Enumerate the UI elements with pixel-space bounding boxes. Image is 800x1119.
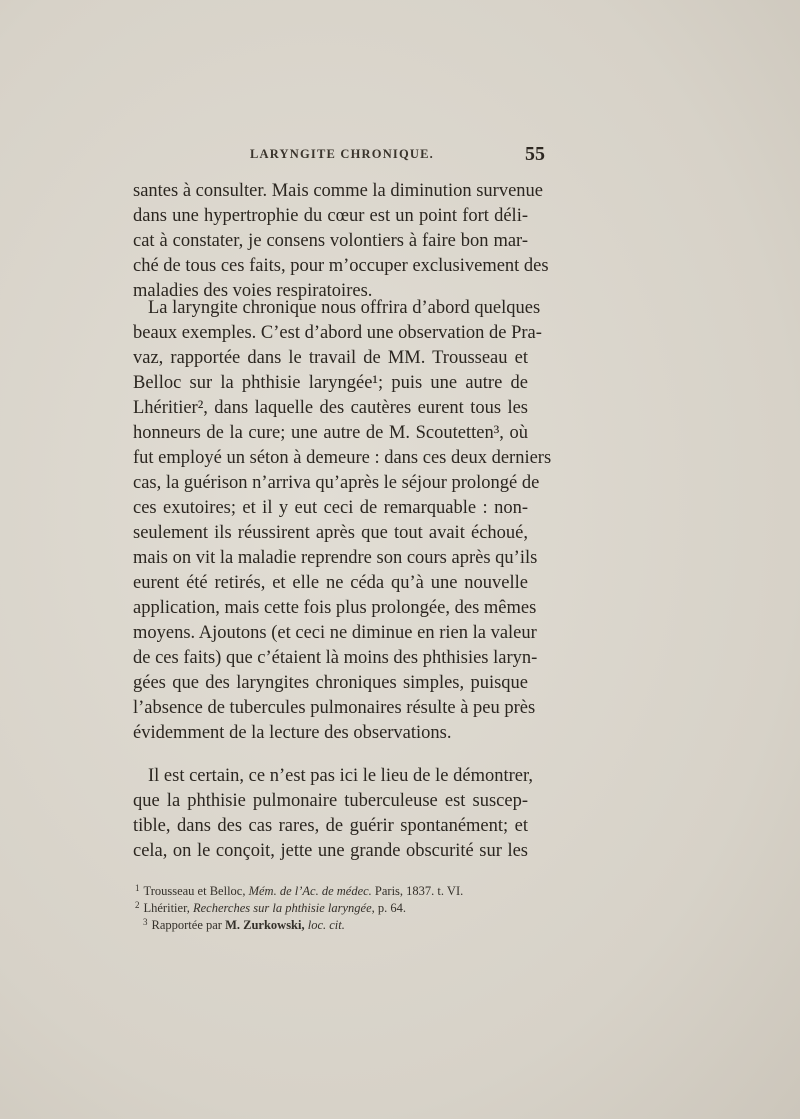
page-number: 55 xyxy=(525,143,545,165)
text-line: moyens. Ajoutons (et ceci ne diminue en rien la valeur xyxy=(133,623,537,643)
text-line: eurent été retirés, et elle ne céda qu’à une nouvelle xyxy=(133,573,528,593)
text-line: gées que des laryngites chroniques simples, puisque xyxy=(133,673,528,693)
footnote-marker: 1 xyxy=(135,883,140,893)
page-header xyxy=(250,143,545,169)
text-line: cela, on le conçoit, jette une grande obscurité sur les xyxy=(133,841,528,861)
paragraph-start: La laryngite chronique nous offrira d’abord quelques xyxy=(148,298,541,318)
footnote-1: $^1$ Trousseau et Belloc, Mém. de l’Ac. de médec. Paris, 1837. t. VI. xyxy=(135,883,464,898)
text-line: l’absence de tubercules pulmonaires résulte à peu près xyxy=(133,698,536,718)
text-line: ces exutoires; et il y eut ceci de remarquable : non- xyxy=(133,498,528,518)
text-line: mais on vit la maladie reprendre son cours après qu’ils xyxy=(133,548,538,568)
text-line: fut employé un séton à demeure : dans ces deux derniers xyxy=(133,448,552,468)
text-line: de ces faits) que c’étaient là moins des phthisies laryn- xyxy=(133,648,538,668)
text-line: Belloc sur la phthisie laryngée¹; puis une autre de xyxy=(133,373,528,393)
text-line: seulement ils réussirent après que tout avait échoué, xyxy=(133,523,528,543)
text-line: dans une hypertrophie du cœur est un point fort déli- xyxy=(133,206,528,226)
paragraph-start: Il est certain, ce n’est pas ici le lieu de le démontrer, xyxy=(148,766,534,786)
text-line: évidemment de la lecture des observations. xyxy=(133,723,452,743)
text-line: tible, dans des cas rares, de guérir spontanément; et xyxy=(133,816,528,836)
footnote-marker: 2 xyxy=(135,900,140,910)
running-title: LARYNGITE CHRONIQUE. xyxy=(250,147,434,161)
text-line: honneurs de la cure; une autre de M. Scoutetten³, où xyxy=(133,423,528,443)
footnote-3: $^3$ Rapportée par M. Zurkowski, loc. cit. xyxy=(143,917,345,932)
text-line: maladies des voies respiratoires. xyxy=(133,281,373,301)
footnote-marker: 3 xyxy=(143,917,148,927)
text-line: cas, la guérison n’arriva qu’après le séjour prolongé de xyxy=(133,473,540,493)
text-line: santes à consulter. Mais comme la diminution survenue xyxy=(133,181,543,201)
text-line: vaz, rapportée dans le travail de MM. Trousseau et xyxy=(133,348,528,368)
text-line: Lhéritier², dans laquelle des cautères eurent tous les xyxy=(133,398,528,418)
text-line: application, mais cette fois plus prolongée, des mêmes xyxy=(133,598,537,618)
text-line: que la phthisie pulmonaire tuberculeuse est suscep- xyxy=(133,791,528,811)
text-line: ché de tous ces faits, pour m’occuper exclusivement des xyxy=(133,256,549,276)
footnote-2: $^2$ Lhéritier, Recherches sur la phthisie laryngée, p. 64. xyxy=(135,900,407,915)
text-line: cat à constater, je consens volontiers à faire bon mar- xyxy=(133,231,528,251)
text-line: beaux exemples. C’est d’abord une observation de Pra- xyxy=(133,323,542,343)
